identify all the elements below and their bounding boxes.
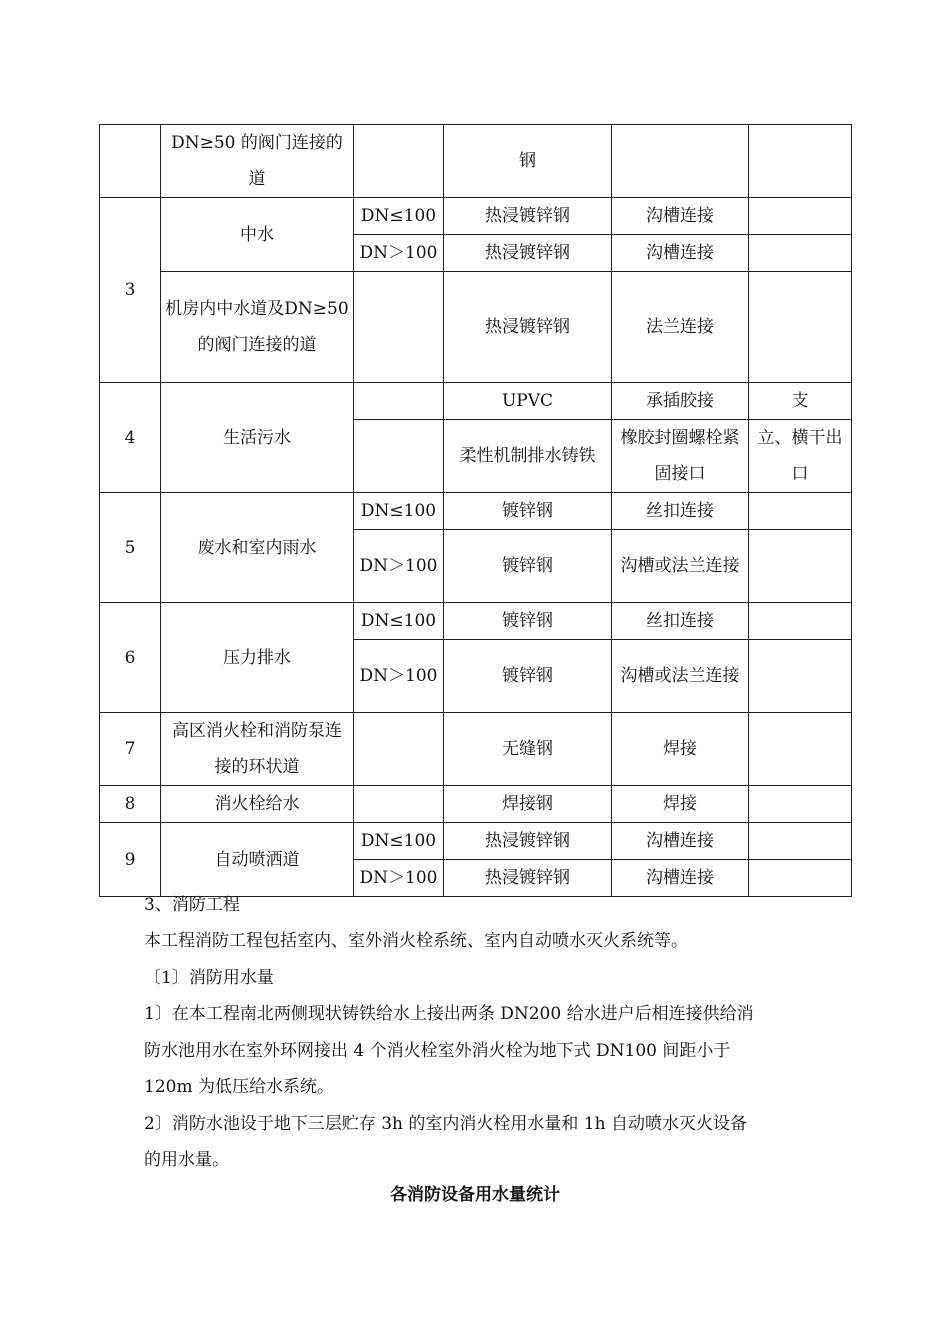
cell-spec: DN≤100	[354, 823, 444, 860]
table-row	[100, 272, 852, 383]
table-row	[100, 493, 852, 530]
pipe-material-table	[99, 124, 852, 897]
paragraph-line: 的用水量。	[144, 1150, 229, 1170]
cell-material: 镀锌钢	[444, 603, 612, 640]
cell-material: 镀锌钢	[444, 640, 612, 713]
cell-material: 钢	[444, 125, 612, 198]
cell-no: 3	[100, 198, 161, 383]
cell-connection: 沟槽或法兰连接	[612, 530, 749, 603]
cell-connection: 沟槽连接	[612, 860, 749, 897]
cell-no: 9	[100, 823, 161, 897]
cell-name: 消火栓给水	[161, 786, 354, 823]
cell-material: 热浸镀锌钢	[444, 235, 612, 272]
cell-connection: 焊接	[612, 713, 749, 786]
cell-note	[749, 640, 852, 713]
cell-connection: 沟槽连接	[612, 198, 749, 235]
cell-no: 5	[100, 493, 161, 603]
cell-name: 自动喷洒道	[161, 823, 354, 897]
cell-name: DN≥50 的阀门连接的道	[161, 125, 354, 198]
table-row	[100, 383, 852, 420]
table-row	[100, 198, 852, 235]
cell-material: 热浸镀锌钢	[444, 860, 612, 897]
cell-connection: 沟槽连接	[612, 823, 749, 860]
cell-no: 6	[100, 603, 161, 713]
cell-name: 生活污水	[161, 383, 354, 493]
cell-no: 8	[100, 786, 161, 823]
cell-spec: DN＞100	[354, 530, 444, 603]
cell-note	[749, 603, 852, 640]
table-row	[100, 713, 852, 786]
cell-material: 镀锌钢	[444, 530, 612, 603]
cell-no: 4	[100, 383, 161, 493]
cell-connection: 焊接	[612, 786, 749, 823]
cell-material: UPVC	[444, 383, 612, 420]
cell-note	[749, 530, 852, 603]
cell-connection: 法兰连接	[612, 272, 749, 383]
cell-material: 柔性机制排水铸铁	[444, 420, 612, 493]
cell-material: 无缝钢	[444, 713, 612, 786]
cell-connection: 沟槽或法兰连接	[612, 640, 749, 713]
cell-connection: 丝扣连接	[612, 603, 749, 640]
cell-connection: 承插胶接	[612, 383, 749, 420]
cell-note	[749, 125, 852, 198]
table-row	[100, 786, 852, 823]
cell-note	[749, 235, 852, 272]
cell-spec: DN＞100	[354, 235, 444, 272]
cell-material: 焊接钢	[444, 786, 612, 823]
subsection-heading: 〔1〕消防用水量	[144, 968, 274, 988]
cell-connection: 丝扣连接	[612, 493, 749, 530]
cell-connection: 沟槽连接	[612, 235, 749, 272]
cell-spec: DN≤100	[354, 493, 444, 530]
paragraph-line: 2〕消防水池设于地下三层贮存 3h 的室内消火栓用水量和 1h 自动喷水灭火设备	[144, 1114, 747, 1134]
cell-material: 热浸镀锌钢	[444, 823, 612, 860]
cell-note: 支	[749, 383, 852, 420]
cell-note	[749, 198, 852, 235]
cell-spec	[354, 713, 444, 786]
cell-spec: DN＞100	[354, 640, 444, 713]
table-caption: 各消防设备用水量统计	[390, 1185, 560, 1205]
cell-name: 机房内中水道及DN≥50 的阀门连接的道	[161, 272, 354, 383]
cell-name: 高区消火栓和消防泵连接的环状道	[161, 713, 354, 786]
cell-spec	[354, 420, 444, 493]
intro-paragraph: 本工程消防工程包括室内、室外消火栓系统、室内自动喷水灭火系统等。	[144, 931, 688, 951]
cell-spec	[354, 786, 444, 823]
cell-spec: DN＞100	[354, 860, 444, 897]
cell-name: 中水	[161, 198, 354, 272]
paragraph-line: 防水池用水在室外环网接出 4 个消火栓室外消火栓为地下式 DN100 间距小于	[144, 1041, 731, 1061]
cell-material: 热浸镀锌钢	[444, 272, 612, 383]
cell-connection: 橡胶封圈螺栓紧固接口	[612, 420, 749, 493]
cell-spec	[354, 125, 444, 198]
cell-note: 立、横干出口	[749, 420, 852, 493]
paragraph-line: 120m 为低压给水系统。	[144, 1077, 334, 1097]
cell-spec	[354, 383, 444, 420]
cell-no	[100, 125, 161, 198]
table-row	[100, 823, 852, 860]
cell-note	[749, 493, 852, 530]
cell-name: 废水和室内雨水	[161, 493, 354, 603]
table-row	[100, 603, 852, 640]
cell-note	[749, 272, 852, 383]
cell-note	[749, 823, 852, 860]
paragraph-line: 1〕在本工程南北两侧现状铸铁给水上接出两条 DN200 给水进户后相连接供给消	[144, 1004, 754, 1024]
cell-material: 镀锌钢	[444, 493, 612, 530]
cell-note	[749, 786, 852, 823]
cell-spec: DN≤100	[354, 198, 444, 235]
cell-spec: DN≤100	[354, 603, 444, 640]
section-heading: 3、消防工程	[144, 895, 240, 915]
cell-connection	[612, 125, 749, 198]
cell-note	[749, 713, 852, 786]
cell-spec	[354, 272, 444, 383]
cell-name: 压力排水	[161, 603, 354, 713]
cell-material: 热浸镀锌钢	[444, 198, 612, 235]
cell-no: 7	[100, 713, 161, 786]
table-row	[100, 125, 852, 198]
